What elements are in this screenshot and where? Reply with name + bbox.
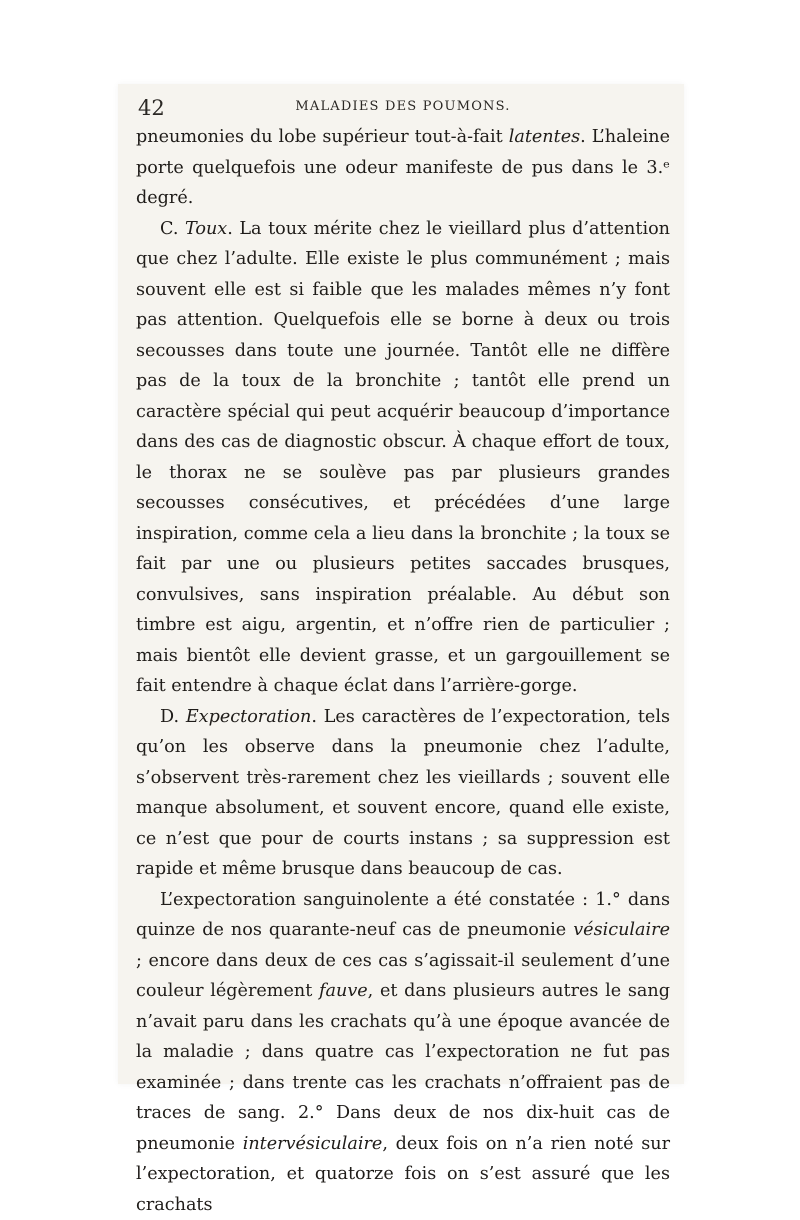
- text-run: , deux fois on n’a rien noté sur l’expectoration, et quatorze fois on s’est assuré que les crachats: [136, 1134, 670, 1215]
- text-run: . La toux mérite chez le vieillard plus d’attention que chez l’adulte. Elle existe le plus communément ; mais souvent elle est si faible que les malades mêmes n’y font pas attention. Quelquefois elle se borne à deux ou trois secousses dans toute une journée. Tantôt elle ne diffère pas de la toux de la bronchite ; tantôt elle prend un caractère spécial qui peut acquérir beaucoup d’importance dans des cas de diagnostic obscur. À chaque effort de toux, le thorax ne se soulève pas par plusieurs grandes secousses consécutives, et précédées d’une large inspiration, comme cela a lieu dans la bronchite ; la toux se fait par une ou plusieurs petites saccades brusques, convulsives, sans inspiration préalable. Au début son timbre est aigu, argentin, et n’offre rien de particulier ; mais bientôt elle devient grasse, et un gargouillement se fait entendre à chaque éclat dans l’arrière-gorge.: [136, 219, 670, 697]
- text-run: ; encore dans deux de ces cas s’agissait-il seulement d’une couleur légèrement: [136, 951, 670, 1002]
- text-run: . Les caractères de l’expectoration, tels qu’on les observe dans la pneumonie chez l’adulte, s’observent très-rarement chez les vieillards ; souvent elle manque absolument, et souvent encore, quand elle existe, ce n’est que pour de courts instans ; sa suppression est rapide et même brusque dans beaucoup de cas.: [136, 707, 670, 880]
- text-run: . L’haleine porte quelquefois une odeur manifeste de pus dans le 3.ᵉ degré.: [136, 127, 670, 208]
- paragraph: [136, 214, 670, 702]
- italic-text: Toux: [185, 219, 227, 239]
- paragraph: [136, 702, 670, 885]
- paragraph: [136, 885, 670, 1220]
- page-header: [138, 96, 668, 120]
- italic-text: fauve: [319, 981, 368, 1001]
- italic-text: Expectoration: [186, 707, 311, 727]
- text-run: pneumonies du lobe supérieur tout-à-fait: [136, 127, 509, 147]
- body-text: [136, 122, 670, 1220]
- text-run: , et dans plusieurs autres le sang n’avait paru dans les crachats qu’à une époque avancée de la maladie ; dans quatre cas l’expectoration ne fut pas examinée ; dans trente cas les crachats n’offraient pas de traces de sang. 2.° Dans deux de nos dix-huit cas de pneumonie: [136, 981, 670, 1154]
- page-number: 42: [138, 96, 165, 120]
- text-run: C.: [160, 219, 185, 239]
- text-run: L’expectoration sanguinolente a été constatée : 1.° dans quinze de nos quarante-neuf cas de pneumonie: [136, 890, 670, 941]
- italic-text: vésiculaire: [573, 920, 670, 940]
- paragraph: [136, 122, 670, 214]
- text-run: D.: [160, 707, 186, 727]
- italic-text: latentes: [509, 127, 580, 147]
- running-title: MALADIES DES POUMONS.: [138, 99, 668, 114]
- italic-text: intervésiculaire: [243, 1134, 383, 1154]
